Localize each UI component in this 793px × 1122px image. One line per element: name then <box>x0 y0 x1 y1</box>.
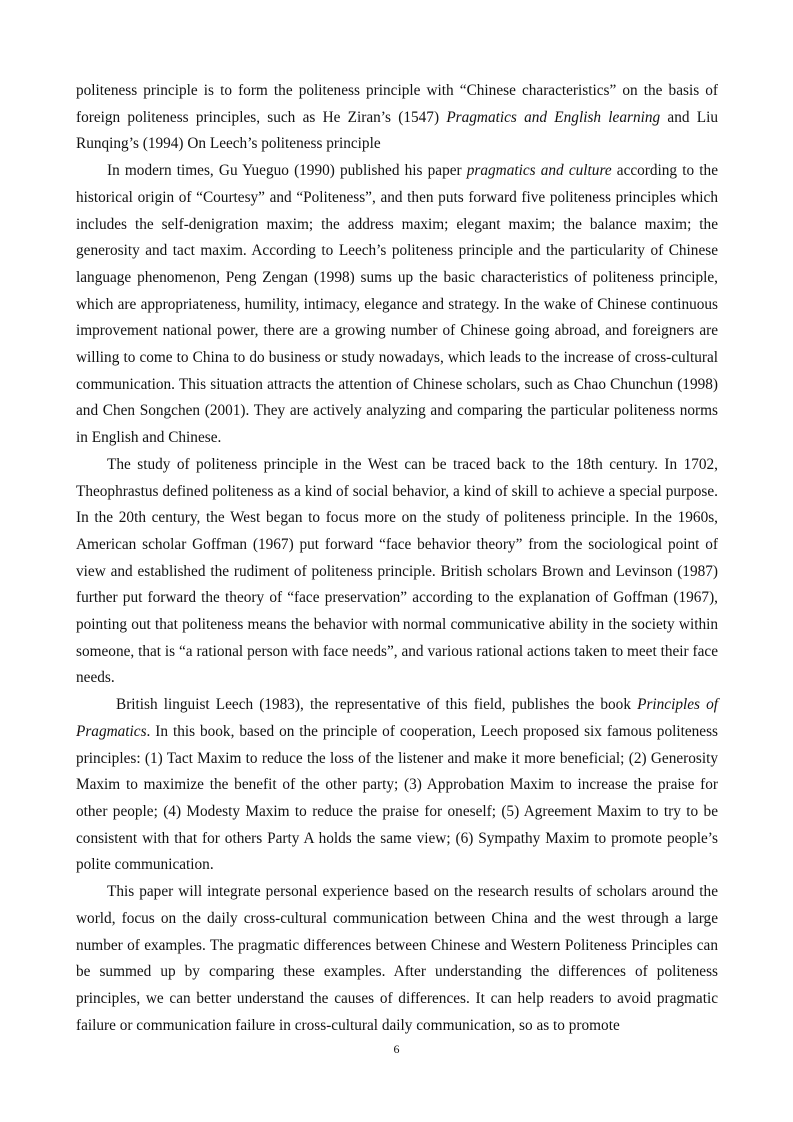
text-segment: . In this book, based on the principle of cooperation, Leech proposed six famous politeness principles: (1) Tact Maxim to reduce the loss of the listener and make it more beneficial; (2) Generosity Maxim to maximize the benefit of the other party; (3) Approbation Maxim to increase the praise for other people; (4) Modesty Maxim to reduce the praise for oneself; (5) Agreement Maxim to try to be consistent with that for others Party A holds the same view; (6) Sympathy Maxim to promote people’s polite communication. <box>76 722 718 874</box>
paragraph-western-study <box>76 452 718 692</box>
page-number: 6 <box>393 1042 400 1056</box>
text-segment: This paper will integrate personal experience based on the research results of scholars around the world, focus on the daily cross-cultural communication between China and the west through a large number of examples. The pragmatic differences between Chinese and Western Politeness Principles can be summed up by comparing these examples. After understanding the differences of politeness principles, we can better understand the causes of differences. It can help readers to avoid pragmatic failure or communication failure in cross-cultural daily communication, so as to promote <box>76 883 718 1034</box>
paragraph-continuation <box>76 78 718 158</box>
body-text <box>76 78 718 1039</box>
paragraph-chinese-scholars <box>76 158 718 452</box>
book-title-italic: Principles of Pragmatics <box>76 696 718 740</box>
book-title-italic: Pragmatics and English learning <box>446 108 661 126</box>
text-segment: British linguist Leech (1983), the representative of this field, publishes the book <box>116 696 638 714</box>
text-segment: The study of politeness principle in the West can be traced back to the 18th century. In 1702, Theophrastus defined politeness as a kind of social behavior, a kind of skill to achieve a special purpose. In the 20th century, the West began to focus more on the study of politeness principle. In the 1960s, American scholar Goffman (1967) put forward “face behavior theory” from the sociological point of view and established the rudiment of politeness principle. British scholars Brown and Levinson (1987) further put forward the theory of “face preservation” according to the explanation of Goffman (1967), pointing out that politeness means the behavior with normal communicative ability in the society within someone, that is “a rational person with face needs”, and various rational actions taken to meet their face needs. <box>76 455 718 687</box>
text-segment: politeness principle is to form the politeness principle with “Chinese characteristics” on the basis of foreign politeness principles, such as He Ziran’s (1547) <box>76 82 718 126</box>
paragraph-this-paper <box>76 879 718 1039</box>
text-segment: according to the historical origin of “Courtesy” and “Politeness”, and then puts forward five politeness principles which includes the self-denigration maxim; the address maxim; elegant maxim; the balance maxim; the generosity and tact maxim. According to Leech’s politeness principle and the particularity of Chinese language phenomenon, Peng Zengan (1998) sums up the basic characteristics of politeness principle, which are appropriateness, humility, intimacy, elegance and strategy. In the wake of Chinese continuous improvement national power, there are a growing number of Chinese going abroad, and foreigners are willing to come to China to do business or study nowadays, which leads to the increase of cross-cultural communication. This situation attracts the attention of Chinese scholars, such as Chao Chunchun (1998) and Chen Songchen (2001). They are actively analyzing and comparing the particular politeness norms in English and Chinese. <box>76 162 718 447</box>
text-segment: and Liu Runqing’s (1994) On Leech’s politeness principle <box>76 108 719 153</box>
paper-title-italic: pragmatics and culture <box>466 162 612 180</box>
paragraph-leech <box>76 692 718 879</box>
text-segment: In modern times, Gu Yueguo (1990) published his paper <box>107 162 467 180</box>
